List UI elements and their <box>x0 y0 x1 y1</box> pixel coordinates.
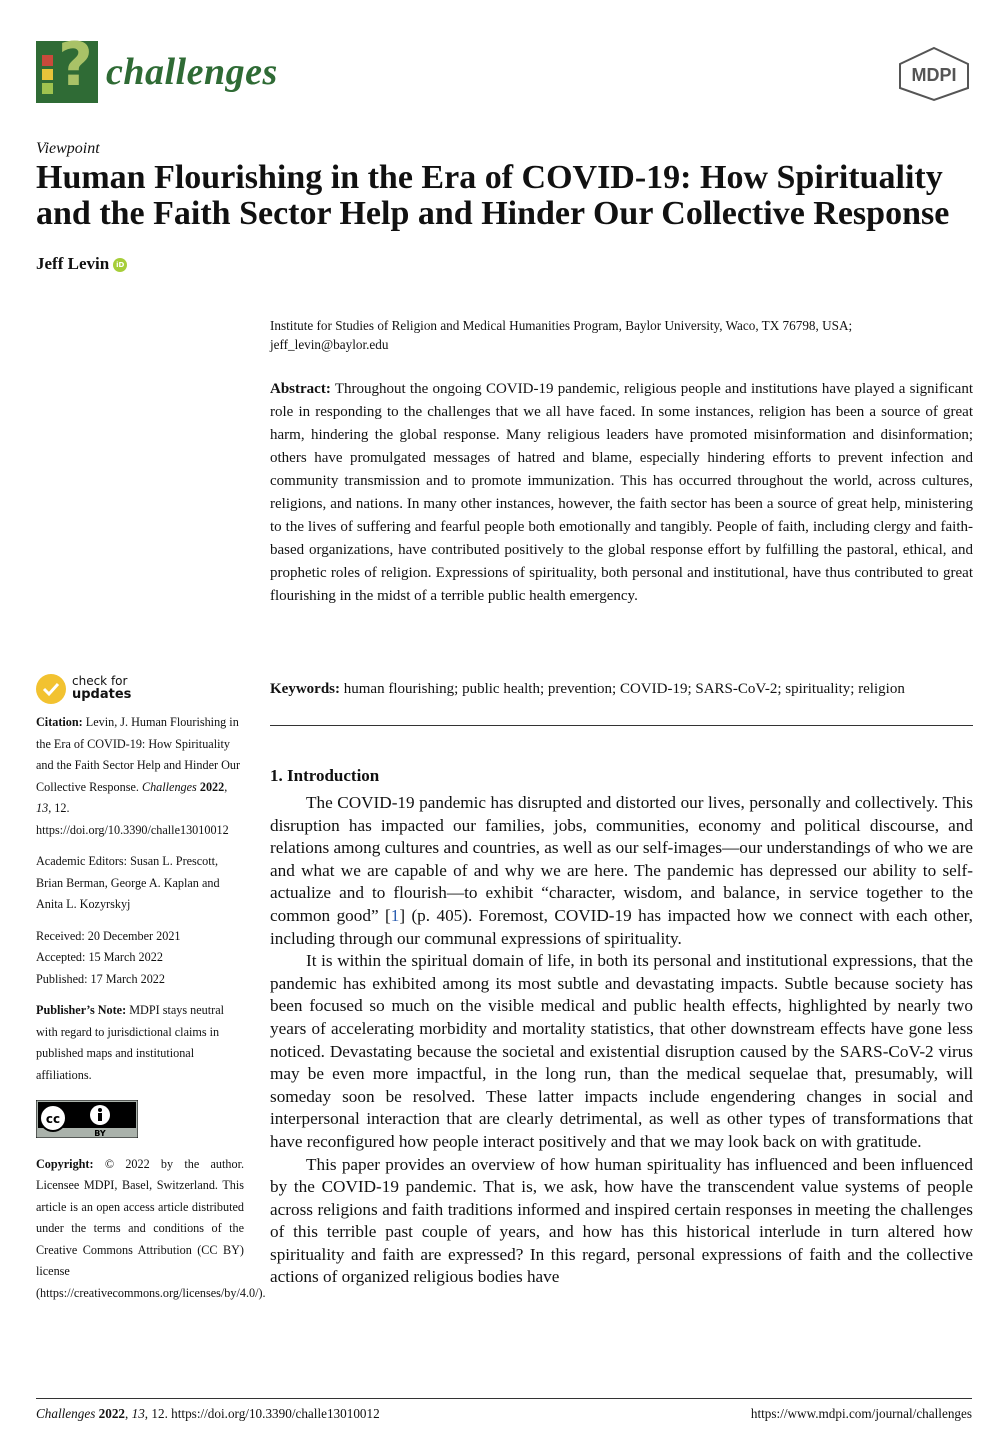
cc-by-license-icon[interactable] <box>36 1100 138 1138</box>
academic-editors: Academic Editors: Susan L. Prescott, Brian Berman, George A. Kaplan and Anita L. Kozyrskyj <box>36 854 220 911</box>
abstract-label: Abstract: <box>270 381 331 397</box>
paragraph: The COVID-19 pandemic has disrupted and distorted our lives, personally and collectively. This disruption has impacted our families, jobs, communities, economy and political discourse, and relations among cultures and countries, as well as our self-images—our understandings of who we are and what we are capable of and why we are here. The pandemic has depressed our ability to self-actualize and to flourish—to exhibit “character, wisdom, and balance, in service together to the common good” [1] (p. 405). Foremost, COVID-19 has impacted how we connect with each other, including through our communal expressions of spirituality. <box>270 793 973 948</box>
svg-text:BY: BY <box>94 1129 106 1138</box>
check-label: check for <box>72 674 128 688</box>
updates-label: updates <box>72 687 132 702</box>
check-icon <box>36 674 66 704</box>
journal-name: challenges <box>106 51 278 93</box>
abstract <box>270 378 973 608</box>
paragraph: It is within the spiritual domain of life, in both its personal and institutional expressions, that the pandemic has exhibited among its most subtle and devastating impacts. Subtle because society has been focused so much on the visible medical and public health effects, highlighted by nearly two years of accelerating morbidity and mortality statistics, that other downstream effects have gone less noticed. Devastating because the societal and existential disruption caused by the SARS-CoV-2 virus may be even more impactful, in the long run, than the medical sequelae that, presumably, will someday soon be resolved. These latter impacts include engendering changes in social and interpersonal interaction that are clearly detrimental, as well as other types of transformations that have reconfigured how people interact positively and that we may look back on with gratitude. <box>270 951 973 1151</box>
reference-link[interactable]: 1 <box>390 905 400 925</box>
article-type: Viewpoint <box>36 140 100 157</box>
body-text <box>270 792 973 1289</box>
section-divider <box>270 725 973 726</box>
keywords-text: human flourishing; public health; prevention; COVID-19; SARS-CoV-2; spirituality; religion <box>343 681 905 697</box>
check-for-updates-badge[interactable] <box>36 672 244 708</box>
abstract-text: Throughout the ongoing COVID-19 pandemic, religious people and institutions have played a significant role in responding to the challenges that we all have faced. In some instances, religion has been a source of great harm, hindering the global response. Many religious leaders have promoted misinformation and disinformation; others have promulgated messages of hatred and blame, especially hindering efforts to prevent infection and community transmission and to promote immunization. This has occurred throughout the world, across cultures, religions, and nations. In many other instances, however, the faith sector has been a source of great help, ministering to the lives of suffering and fearful people both emotionally and tangibly. People of faith, including clergy and faith-based organizations, have contributed positively to the global response effort by fulfilling the pastoral, ethical, and prophetic roles of religion. Expressions of spirituality, both personal and institutional, have thus contributed to great flourishing in the midst of a terrible public health emergency. <box>270 381 973 604</box>
accepted-date: Accepted: 15 March 2022 <box>36 950 163 964</box>
footer-divider <box>36 1398 972 1399</box>
journal-logo: ? <box>36 41 98 103</box>
sidebar <box>36 672 266 1314</box>
mdpi-logo <box>896 46 972 102</box>
mdpi-label: MDPI <box>911 65 957 85</box>
citation: Citation: Levin, J. Human Flourishing in the Era of COVID-19: How Spirituality and the Faith Sector Help and Hinder Our Collective Response. Challenges 2022, 13, 12. https://doi.org/10.3390/challe13010012 <box>36 715 241 837</box>
orcid-icon[interactable]: iD <box>113 258 127 272</box>
footer-citation: Challenges 2022, 13, 12. https://doi.org/10.3390/challe13010012 <box>36 1406 380 1421</box>
page-header <box>36 30 972 108</box>
author-name[interactable]: Jeff Levin <box>36 254 110 273</box>
paper-title: Human Flourishing in the Era of COVID-19: How Spirituality and the Faith Sector Help and Hinder Our Collective Response <box>36 159 950 232</box>
paragraph: This paper provides an overview of how human spirituality has influenced and been influenced by the COVID-19 pandemic. That is, we ask, how have the transcendent value systems of people across religions and faith traditions informed and inspired certain responses in meeting the challenges of this terrible past couple of years, and how has this historical interlude in turn altered how spirituality and faith are expressed? In this regard, personal expressions of faith and the collective actions of organized religious bodies have <box>270 1154 973 1287</box>
footer-url[interactable]: https://www.mdpi.com/journal/challenges <box>750 1406 972 1421</box>
received-date: Received: 20 December 2021 <box>36 928 181 943</box>
keywords-label: Keywords: <box>270 681 340 697</box>
svg-text:cc: cc <box>45 1112 61 1126</box>
copyright: Copyright: © 2022 by the author. Licensee MDPI, Basel, Switzerland. This article is an open access article distributed under the terms and conditions of the Creative Commons Attribution (CC BY) license (https://creativecommons.org/licenses/by/4.0/). <box>36 1156 266 1300</box>
author-line <box>36 254 127 274</box>
publisher-note: Publisher’s Note: MDPI stays neutral with regard to jurisdictional claims in published maps and institutional affiliations. <box>36 1003 224 1082</box>
keywords <box>270 678 973 700</box>
affiliation: Institute for Studies of Religion and Medical Humanities Program, Baylor University, Waco, TX 76798, USA; jeff_levin@baylor.edu <box>270 318 853 352</box>
published-date: Published: 17 March 2022 <box>36 971 165 986</box>
dates <box>36 926 244 991</box>
section-heading: 1. Introduction <box>270 766 380 785</box>
